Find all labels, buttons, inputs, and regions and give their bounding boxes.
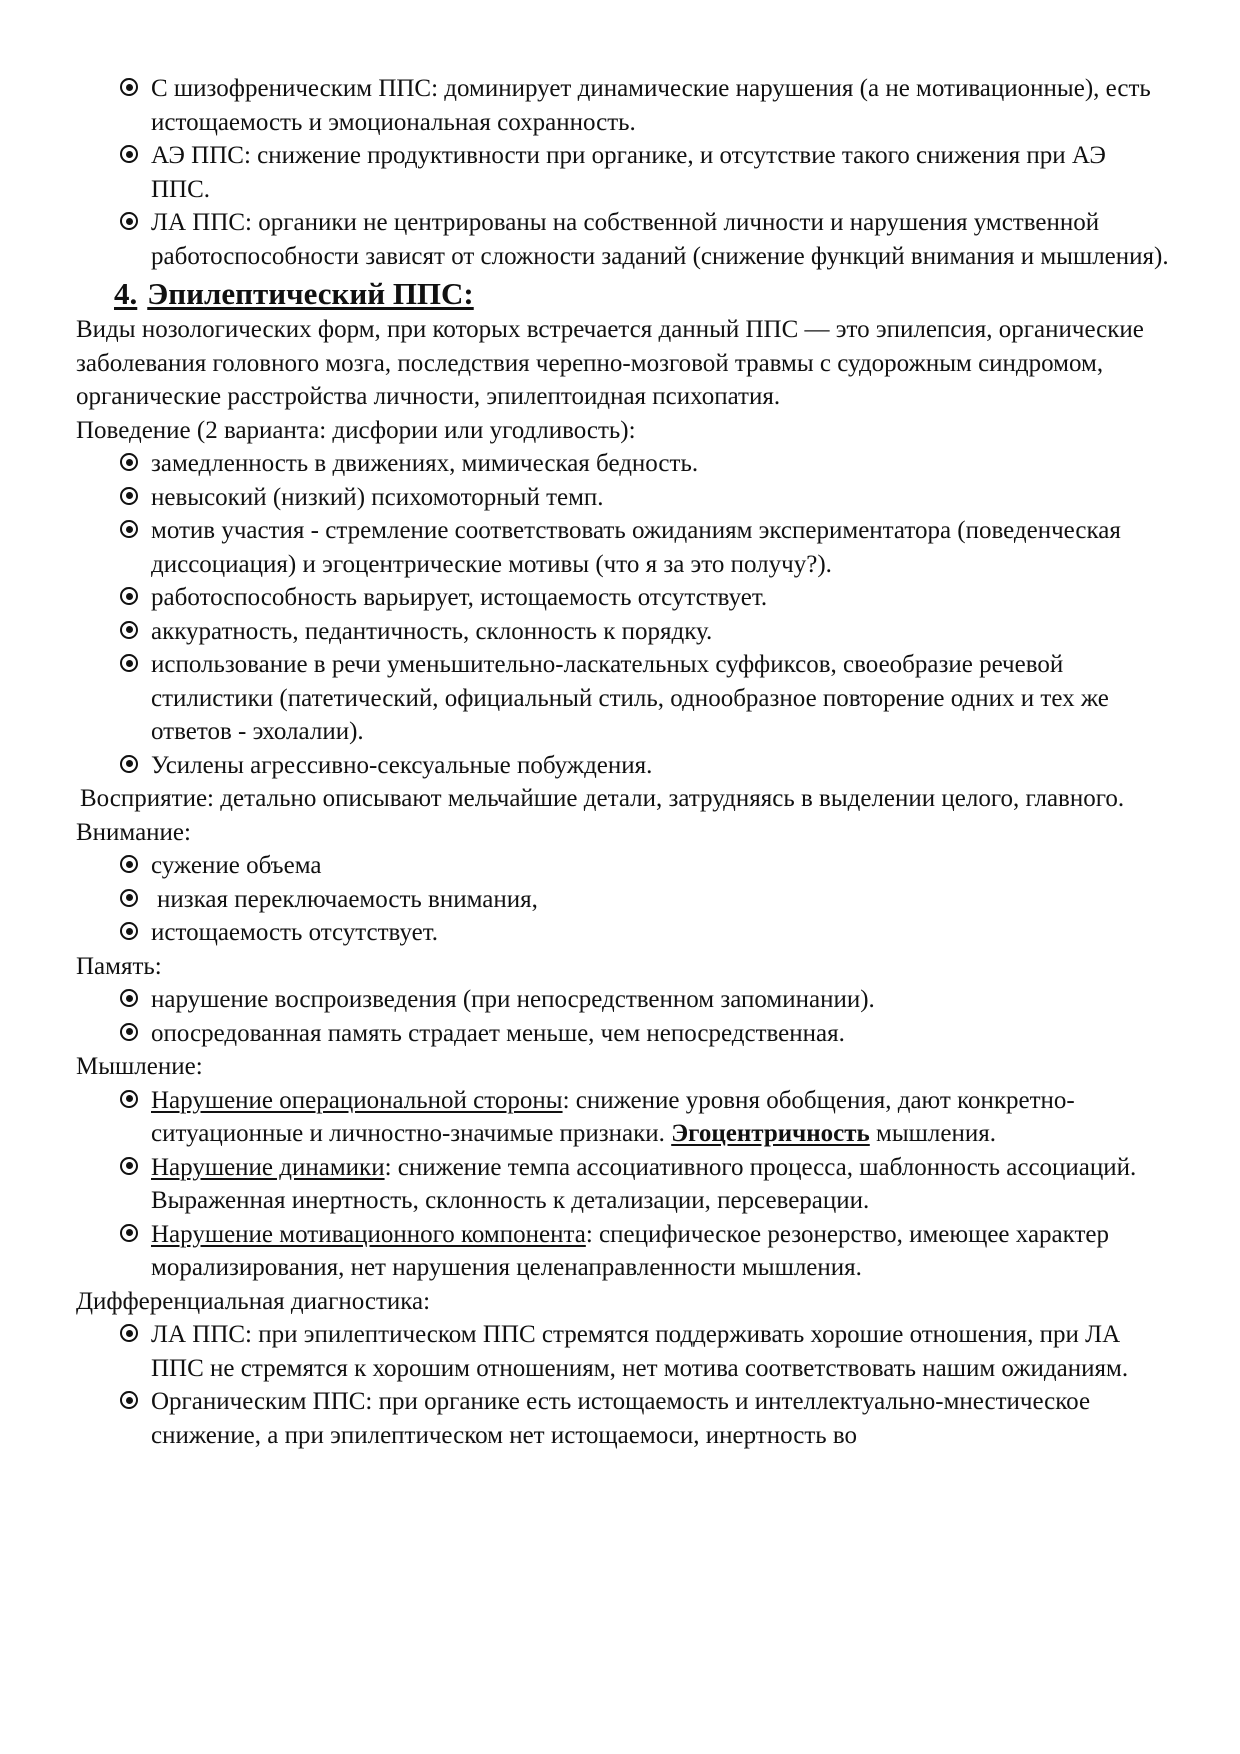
bullet-icon	[120, 487, 138, 505]
thinking-label: Мышление:	[76, 1053, 203, 1080]
bullet-icon	[120, 889, 138, 907]
emphasis: Эгоцентричность	[671, 1120, 870, 1147]
list-item: АЭ ППС: снижение продуктивности при органике, и отсутствие такого снижения при АЭ ППС.	[120, 139, 1170, 206]
term: Нарушение операциональной стороны	[151, 1086, 563, 1114]
bullet-icon	[120, 1324, 138, 1342]
bullet-icon	[120, 212, 138, 230]
bullet-icon	[120, 78, 138, 96]
list-item: истощаемость отсутствует.	[120, 916, 1170, 950]
list-item: низкая переключаемость внимания,	[120, 883, 1170, 917]
behavior-label: Поведение (2 варианта: дисфории или угодливость):	[76, 416, 636, 444]
section-heading	[114, 275, 1170, 313]
list-item: ЛА ППС: при эпилептическом ППС стремятся поддерживать хорошие отношения, при ЛА ППС не стремятся к хорошим отношениям, нет мотива соответствовать нашим ожиданиям.	[120, 1318, 1170, 1385]
bullet-icon	[120, 1157, 138, 1175]
bullet-icon	[120, 922, 138, 940]
nosology-paragraph: Виды нозологических форм, при которых встречается данный ППС — это эпилепсия, органические заболевания головного мозга, последствия черепно-мозговой травмы с судорожным синдромом, органические расстройства личности, эпилептоидная психопатия.	[76, 316, 1144, 410]
bullet-icon	[120, 587, 138, 605]
list-item: сужение объема	[120, 849, 1170, 883]
memory-list	[76, 983, 1170, 1050]
term: Нарушение динамики	[151, 1153, 385, 1181]
bullet-icon	[120, 989, 138, 1007]
list-item: мотив участия - стремление соответствовать ожиданиям экспериментатора (поведенческая диссоциация) и эгоцентрические мотивы (что я за это получу?).	[120, 514, 1170, 581]
perception-paragraph: Восприятие: детально описывают мельчайшие детали, затрудняясь в выделении целого, главного.	[80, 785, 1125, 812]
attention-label: Внимание:	[76, 818, 191, 846]
differential-label: Дифференциальная диагностика:	[76, 1287, 431, 1315]
thinking-list	[76, 1084, 1170, 1285]
bullet-icon	[120, 1224, 138, 1242]
bullet-icon	[120, 654, 138, 672]
differential-list	[76, 1318, 1170, 1452]
list-item: невысокий (низкий) психомоторный темп.	[120, 481, 1170, 515]
bullet-icon	[120, 520, 138, 538]
list-item: Органическим ППС: при органике есть истощаемость и интеллектуально-мнестическое снижение, а при эпилептическом нет истощаемоси, инертность во	[120, 1385, 1170, 1452]
section-number: 4.	[114, 276, 138, 311]
memory-label: Память:	[76, 952, 162, 980]
list-item: Нарушение динамики: снижение темпа ассоциативного процесса, шаблонность ассоциаций. Выраженная инертность, склонность к детализации, персеверации.	[120, 1151, 1170, 1218]
bullet-icon	[120, 855, 138, 873]
intro-list	[76, 72, 1170, 273]
list-item: замедленность в движениях, мимическая бедность.	[120, 447, 1170, 481]
section-title: Эпилептический ППС:	[147, 276, 474, 311]
bullet-icon	[120, 453, 138, 471]
term: Нарушение мотивационного компонента	[151, 1220, 586, 1248]
list-item: опосредованная память страдает меньше, чем непосредственная.	[120, 1017, 1170, 1051]
bullet-icon	[120, 1391, 138, 1409]
list-item: ЛА ППС: органики не центрированы на собственной личности и нарушения умственной работоспособности зависят от сложности заданий (снижение функций внимания и мышления).	[120, 206, 1170, 273]
bullet-icon	[120, 1023, 138, 1041]
bullet-icon	[120, 1090, 138, 1108]
behavior-list	[76, 447, 1170, 782]
list-item: нарушение воспроизведения (при непосредственном запоминании).	[120, 983, 1170, 1017]
list-item: С шизофреническим ППС: доминирует динамические нарушения (а не мотивационные), есть истощаемость и эмоциональная сохранность.	[120, 72, 1170, 139]
list-item: Усилены агрессивно-сексуальные побуждения.	[120, 749, 1170, 783]
attention-list	[76, 849, 1170, 950]
bullet-icon	[120, 755, 138, 773]
list-item: использование в речи уменьшительно-ласкательных суффиксов, своеобразие речевой стилистики (патетический, официальный стиль, однообразное повторение одних и тех же ответов - эхолалии).	[120, 648, 1170, 749]
bullet-icon	[120, 621, 138, 639]
list-item: Нарушение мотивационного компонента: специфическое резонерство, имеющее характер морализирования, нет нарушения целенаправленности мышления.	[120, 1218, 1170, 1285]
list-item: Нарушение операциональной стороны: снижение уровня обобщения, дают конкретно-ситуационные и личностно-значимые признаки. Эгоцентричность мышления.	[120, 1084, 1170, 1151]
list-item: работоспособность варьирует, истощаемость отсутствует.	[120, 581, 1170, 615]
list-item: аккуратность, педантичность, склонность к порядку.	[120, 615, 1170, 649]
bullet-icon	[120, 145, 138, 163]
